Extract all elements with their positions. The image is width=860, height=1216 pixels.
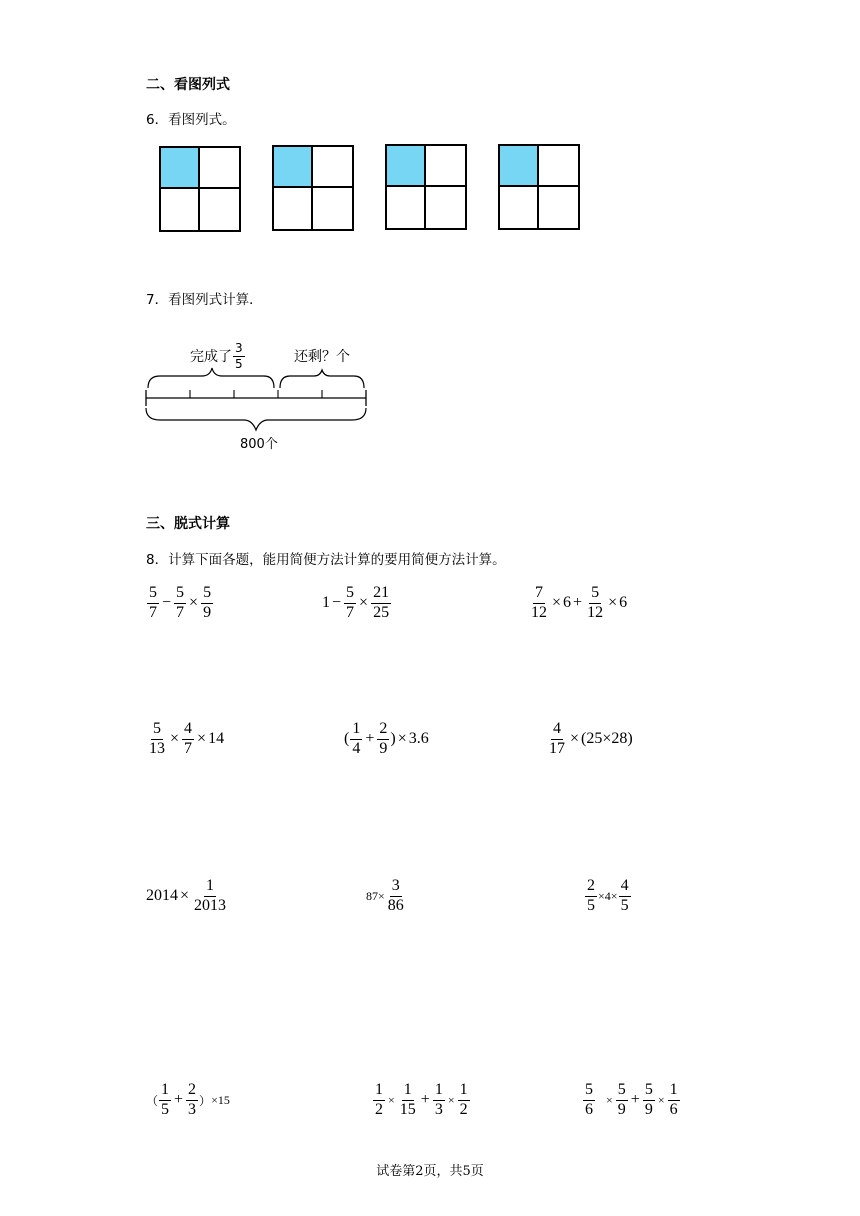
total-label: 800个 xyxy=(240,437,278,452)
completed-label: 完成了 $\frac{3}{5}$ xyxy=(190,341,243,371)
completed-fraction: $\frac{3}{5}$ xyxy=(235,341,243,371)
question-7-text: 7．看图列式计算． xyxy=(146,292,263,308)
problem-6: $\frac{4}{17}$ × (25×28) xyxy=(549,720,633,757)
problem-10: （ $\frac{1}{5}$ + $\frac{2}{3}$ ） × 15 xyxy=(146,1081,230,1118)
problem-1: $\frac{5}{7}$ − $\frac{5}{7}$ × $\frac{5}{9}$ xyxy=(149,584,212,621)
shaded-cell xyxy=(161,148,200,189)
question-8-text: 8．计算下面各题，能用简便方法计算的要用简便方法计算。 xyxy=(146,552,506,568)
problem-12: $\frac{5}{6}$ × $\frac{5}{9}$ + $\frac{5}{9}$ × $\frac{1}{6}$ xyxy=(585,1081,678,1118)
problem-2: 1 − $\frac{5}{7}$ × $\frac{21}{25}$ xyxy=(322,584,390,621)
problem-11: $\frac{1}{2}$ × $\frac{1}{15}$ + $\frac{1}{3}$ × $\frac{1}{2}$ xyxy=(375,1081,468,1118)
problem-3: $\frac{7}{12}$ × 6 + $\frac{5}{12}$ × 6 xyxy=(531,584,628,621)
grid-figure xyxy=(272,145,354,231)
remaining-label: 还剩？个 xyxy=(294,349,350,365)
shaded-cell xyxy=(500,146,539,187)
shaded-cell xyxy=(387,146,426,187)
problem-8: 87 × $\frac{3}{86}$ xyxy=(366,877,404,914)
grid-figure xyxy=(498,144,580,230)
question-6-text: 6．看图列式。 xyxy=(146,112,236,128)
problem-4: $\frac{5}{13}$ × $\frac{4}{7}$ × 14 xyxy=(149,720,225,757)
grid-figure xyxy=(385,144,467,230)
problem-7: 2014 × $\frac{1}{2013}$ xyxy=(146,877,227,914)
section-title-2: 二、看图列式 xyxy=(146,77,230,93)
page-footer: 试卷第2页，共5页 xyxy=(376,1164,484,1179)
shaded-cell xyxy=(274,147,313,188)
q7-diagram xyxy=(140,328,380,453)
problem-9: $\frac{2}{5}$ × 4 × $\frac{4}{5}$ xyxy=(587,877,629,914)
problem-5: ( $\frac{1}{4}$ + $\frac{2}{9}$ ) × 3.6 xyxy=(344,720,429,757)
section-title-3: 三、脱式计算 xyxy=(146,516,230,532)
grid-figure xyxy=(159,146,241,232)
